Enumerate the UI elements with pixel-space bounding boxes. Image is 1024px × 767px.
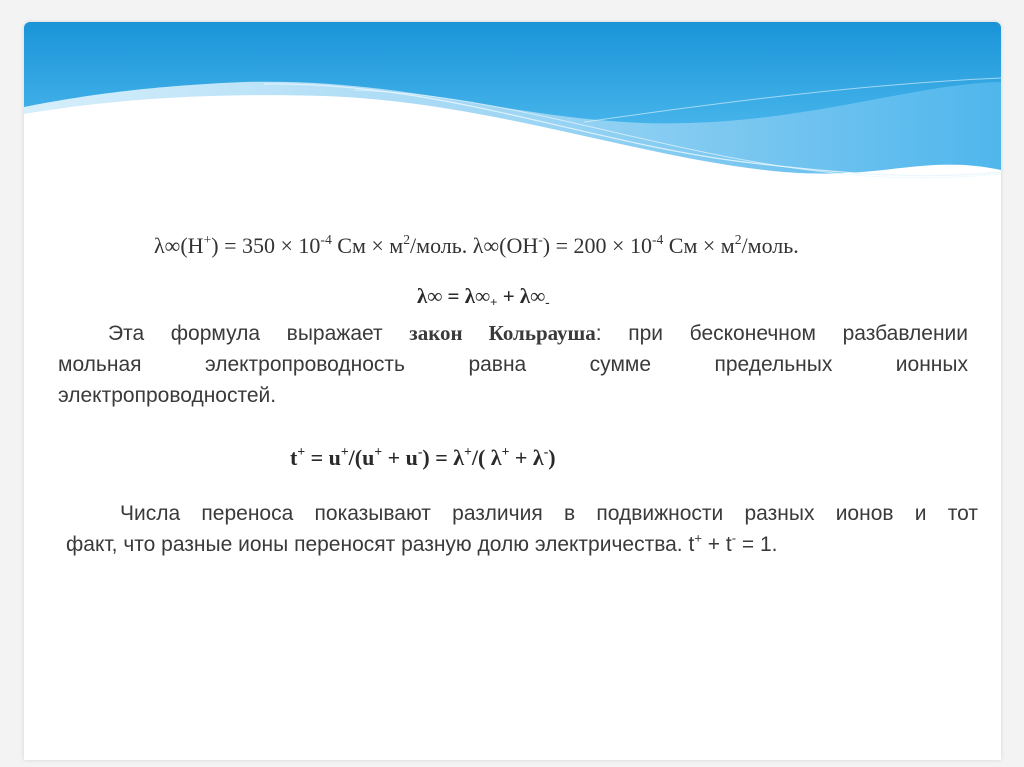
kohlrausch-formula: $\lambda\infty = \lambda\infty_+ + \lambda\infty_-$ — [417, 284, 550, 310]
slide — [24, 22, 1001, 760]
paragraph2-line1: Числа переноса показывают различия в подвижности разных ионов и тот — [120, 502, 978, 525]
limiting-conductivity-equation: $\lambda\infty(H^+) = 350 \times 10^{-4}$ См × $м^2$/моль. $\lambda\infty(OH^-) = 200 \times 10^{-4}$ См × $м^2$/моль. — [154, 232, 799, 258]
transference-numbers-paragraph — [66, 498, 978, 560]
paragraph1-line3: электропроводностей. — [58, 384, 277, 407]
paragraph2-line2: факт, что разные ионы переносят разную долю электричества. t+ + t- = 1. — [66, 530, 778, 556]
header-wave-banner — [24, 22, 1001, 202]
kohlrausch-law-paragraph — [58, 318, 968, 411]
paragraph1-line2: мольная электропроводность равна сумме предельных ионных — [58, 353, 968, 376]
paragraph1-line1: Эта формула выражает закон Кольрауша: при бесконечном разбавлении — [108, 321, 968, 345]
transference-number-formula: t+ = u+/(u+ + u-) = λ+/( λ+ + λ-) — [290, 444, 556, 470]
